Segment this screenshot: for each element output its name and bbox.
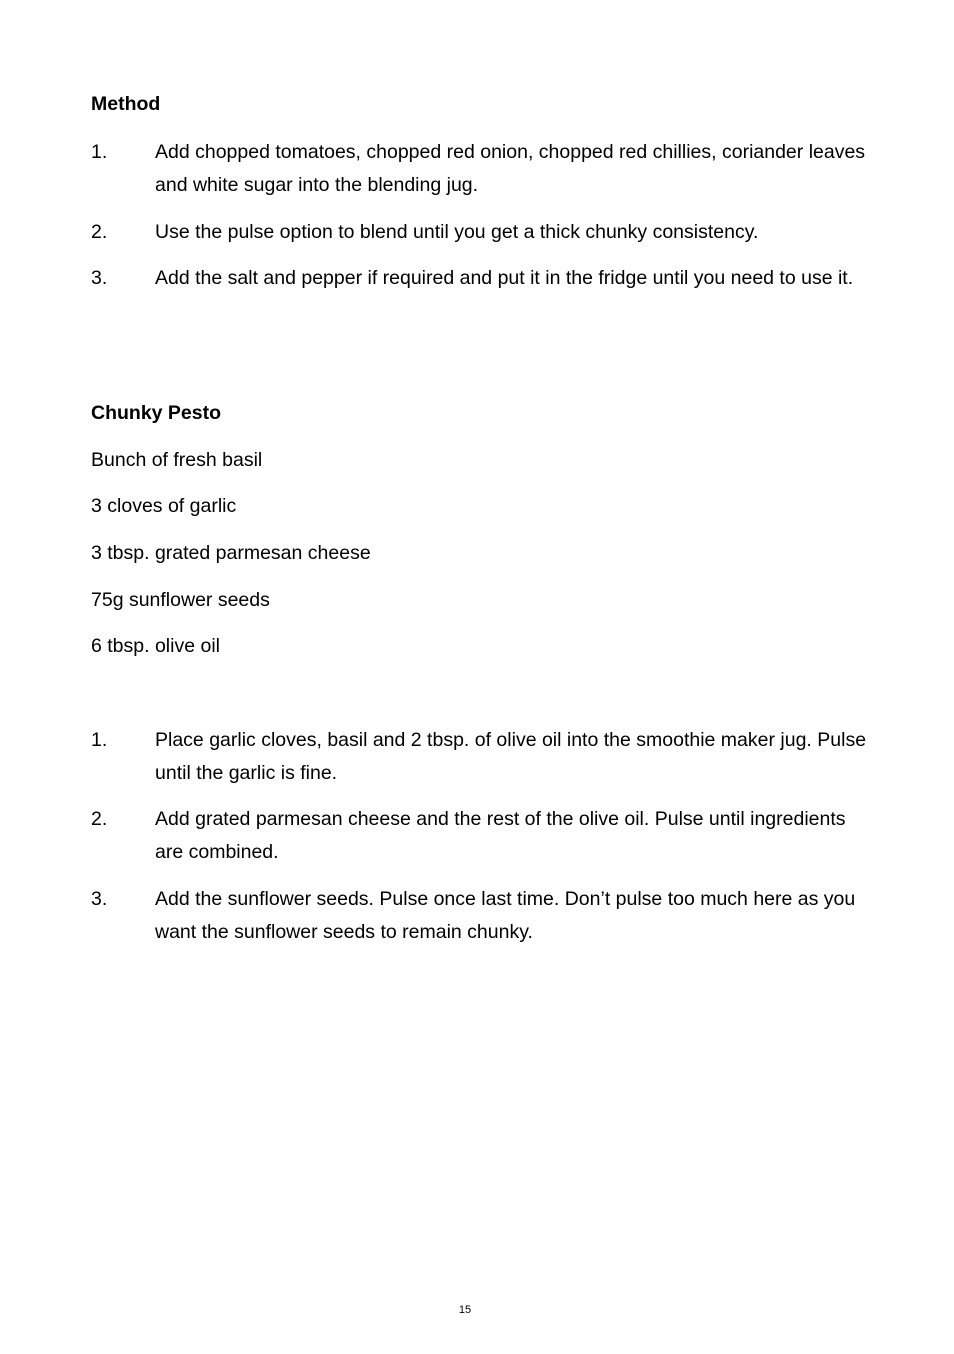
step-number: 2. bbox=[91, 808, 108, 830]
step-text: Place garlic cloves, basil and 2 tbsp. of olive oil into the smoothie maker jug. Pulse until the garlic is fine. bbox=[155, 729, 867, 784]
step-number: 1. bbox=[91, 729, 108, 751]
step-text: Add grated parmesan cheese and the rest of the olive oil. Pulse until ingredients are combined. bbox=[155, 808, 846, 863]
step-number: 3. bbox=[91, 267, 108, 289]
ingredient-item: 3 tbsp. grated parmesan cheese bbox=[91, 542, 371, 564]
step-number: 2. bbox=[91, 221, 108, 243]
ingredient-item: 6 tbsp. olive oil bbox=[91, 635, 220, 657]
method-heading: Method bbox=[91, 93, 161, 115]
ingredient-item: 75g sunflower seeds bbox=[91, 589, 270, 611]
step-text: Use the pulse option to blend until you get a thick chunky consistency. bbox=[155, 221, 759, 243]
step-text: Add chopped tomatoes, chopped red onion, chopped red chillies, coriander leaves and white sugar into the blending jug. bbox=[155, 141, 866, 196]
pesto-heading: Chunky Pesto bbox=[91, 402, 222, 424]
ingredient-item: 3 cloves of garlic bbox=[91, 495, 237, 517]
page-number: 15 bbox=[458, 1304, 472, 1316]
step-number: 3. bbox=[91, 888, 108, 910]
ingredient-item: Bunch of fresh basil bbox=[91, 449, 263, 471]
step-text: Add the salt and pepper if required and put it in the fridge until you need to use it. bbox=[155, 267, 854, 289]
step-number: 1. bbox=[91, 141, 108, 163]
step-text: Add the sunflower seeds. Pulse once last time. Don’t pulse too much here as you want the sunflower seeds to remain chunky. bbox=[155, 888, 856, 943]
